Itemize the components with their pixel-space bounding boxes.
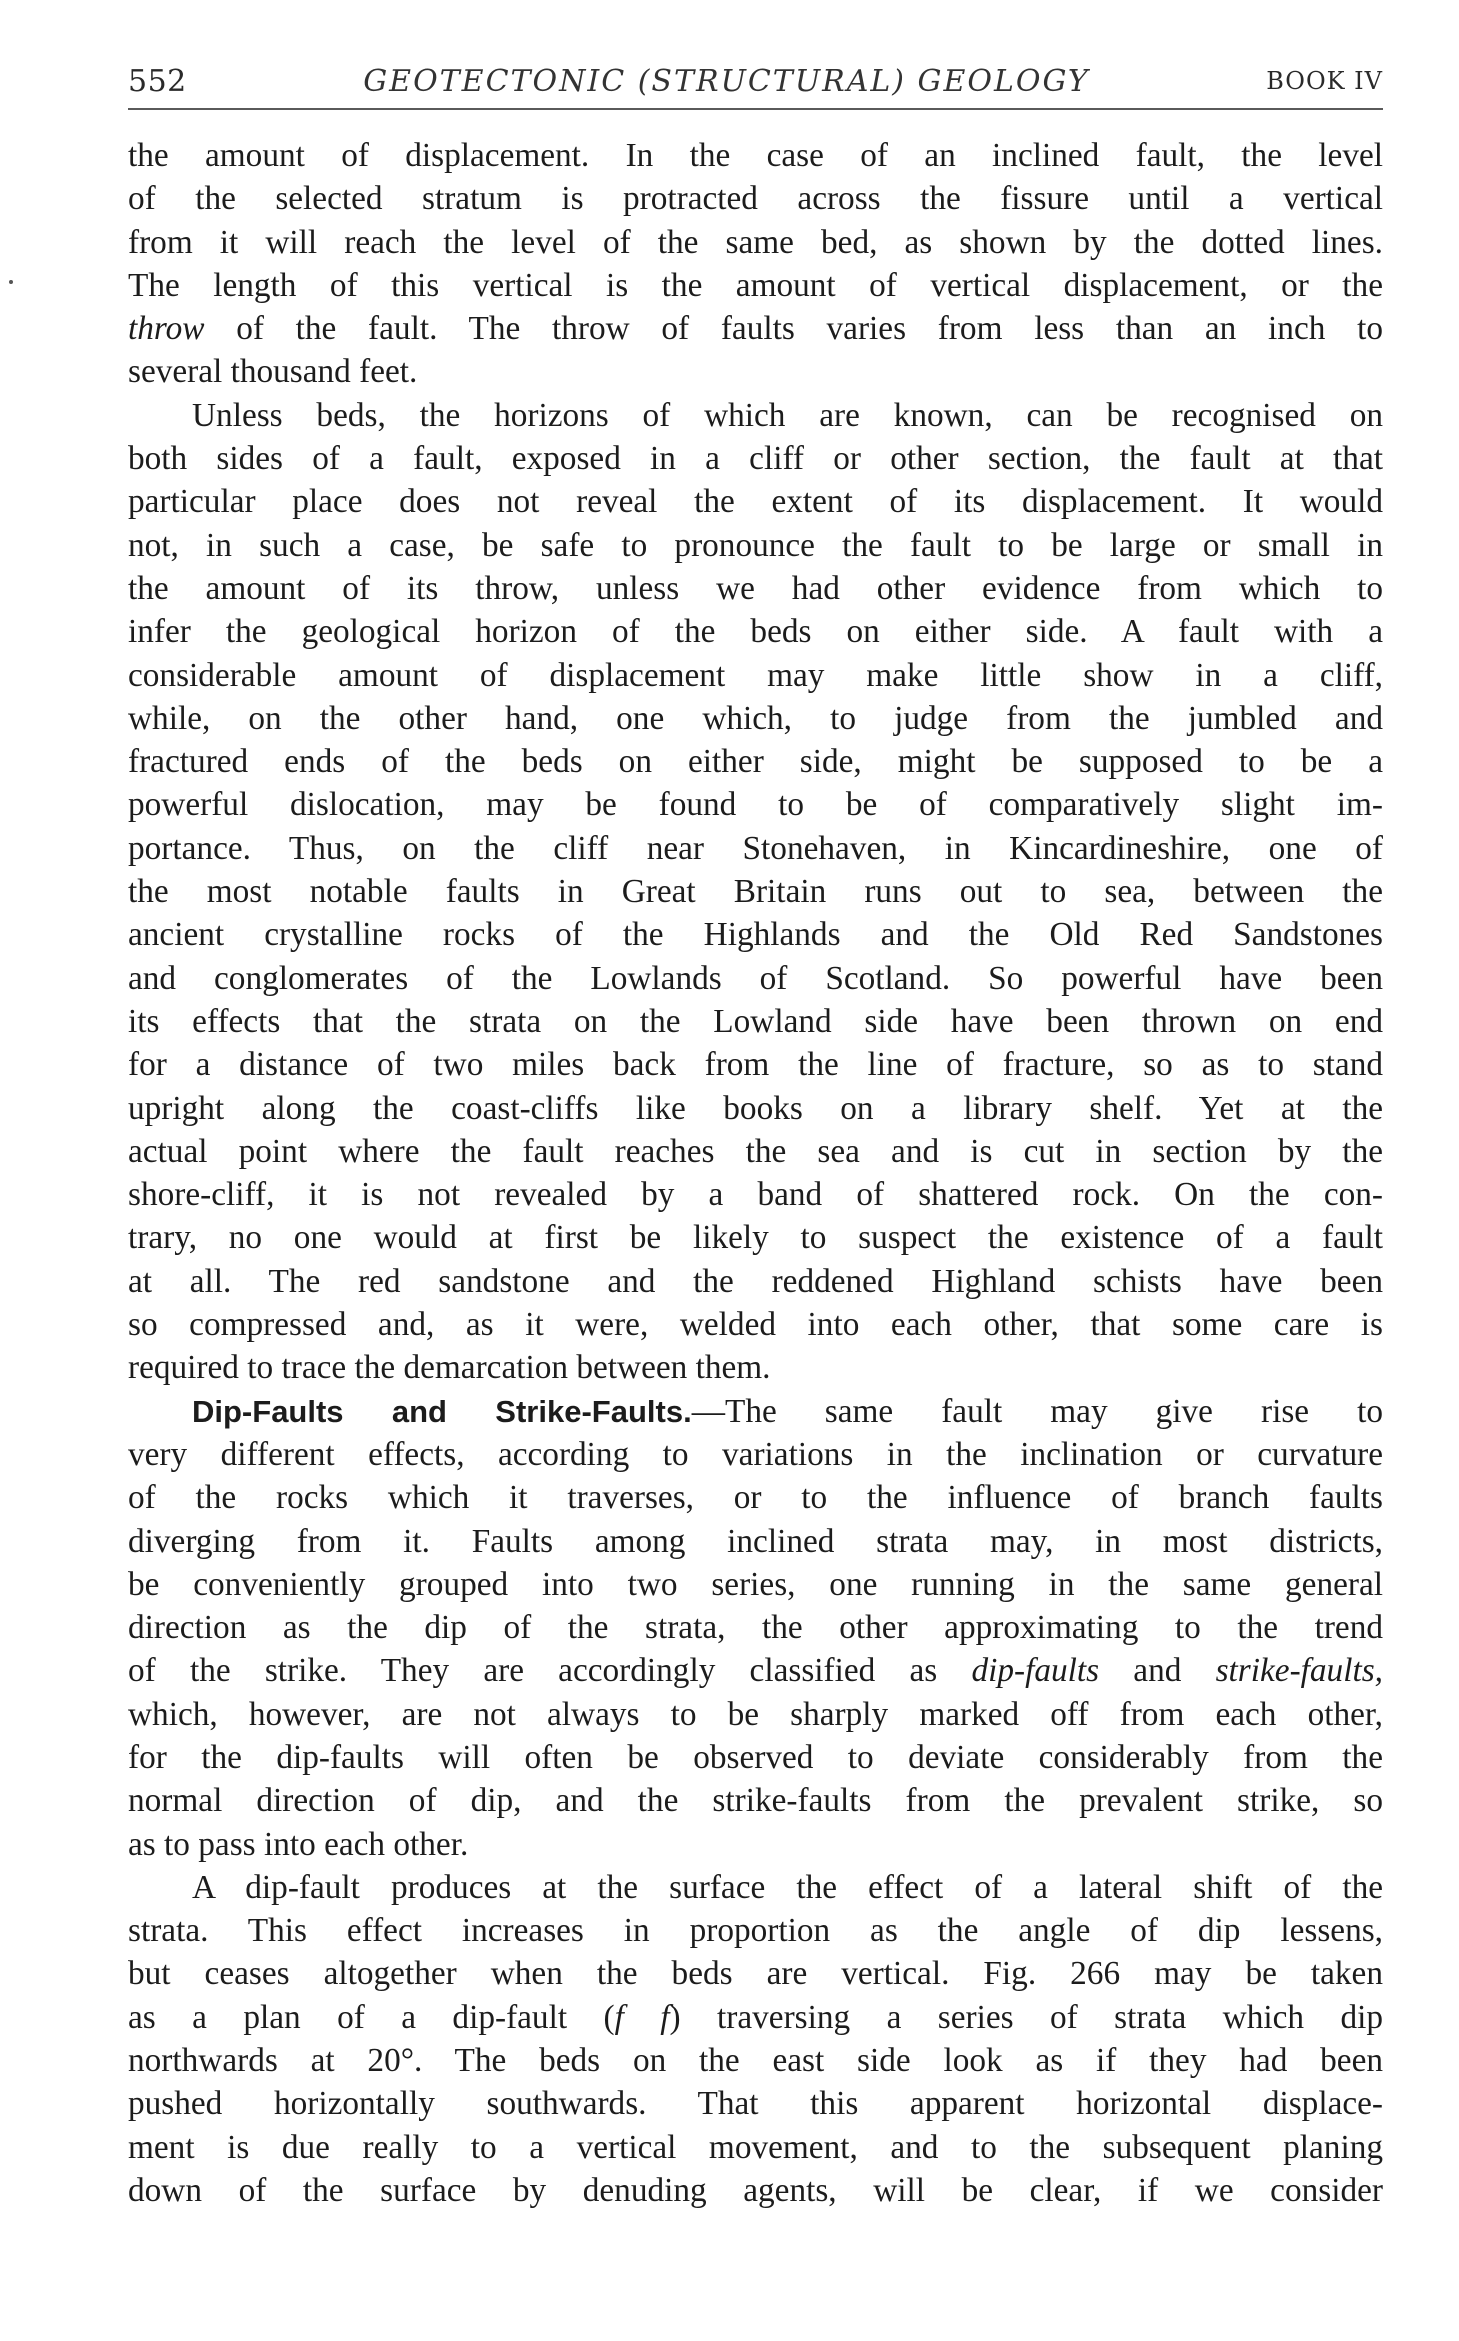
text-line: considerable amount of displacement may make little show in a cliff, <box>128 656 1383 694</box>
text-run: —The same fault may give rise to <box>691 1392 1383 1430</box>
text-line: upright along the coast-cliffs like books on a library shelf. Yet at the <box>128 1089 1383 1127</box>
body-text <box>128 134 1383 2212</box>
text-line: which, however, are not always to be sharply marked off from each other, <box>128 1695 1383 1733</box>
text-line: at all. The red sandstone and the reddened Highland schists have been <box>128 1262 1383 1300</box>
italic-dip-faults: dip-faults <box>971 1652 1100 1690</box>
text-line <box>128 1649 1383 1692</box>
paragraph-4 <box>128 1866 1383 2212</box>
text-line: The length of this vertical is the amount of vertical displacement, or the <box>128 266 1383 304</box>
text-line: as to pass into each other. <box>128 1825 469 1863</box>
italic-strike-faults: strike-faults, <box>1215 1652 1383 1690</box>
text-line: the amount of its throw, unless we had other evidence from which to <box>128 569 1383 607</box>
text-line: so compressed and, as it were, welded into each other, that some care is <box>128 1306 1383 1344</box>
text-line: the amount of displacement. In the case of an inclined fault, the level <box>128 137 1383 174</box>
text-line <box>128 307 1383 350</box>
text-line: several thousand feet. <box>128 353 418 391</box>
page-number: 552 <box>128 63 187 99</box>
section-heading: Dip-Faults and Strike-Faults. <box>192 1393 692 1429</box>
text-run: ) traversing a series of strata which dip <box>669 1998 1383 2036</box>
text-line: actual point where the fault reaches the sea and is cut in section by the <box>128 1132 1383 1170</box>
paragraph-3 <box>128 1390 1383 1866</box>
text-run: of the strike. They are accordingly classified as <box>128 1652 972 1690</box>
text-line: of the selected stratum is protracted across the fissure until a vertical <box>128 180 1383 218</box>
text-line: portance. Thus, on the cliff near Stonehaven, in Kincardineshire, one of <box>128 829 1383 867</box>
text-line: down of the surface by denuding agents, will be clear, if we consider <box>128 2171 1383 2209</box>
text-line: of the rocks which it traverses, or to the influence of branch faults <box>128 1479 1383 1517</box>
paragraph-2 <box>128 394 1383 1390</box>
book-label: BOOK IV <box>1266 67 1383 95</box>
text-line: both sides of a fault, exposed in a cliff or other section, the fault at that <box>128 440 1383 478</box>
text-line: northwards at 20°. The beds on the east side look as if they had been <box>128 2042 1383 2080</box>
text-line: trary, no one would at first be likely to suspect the existence of a fault <box>128 1219 1383 1257</box>
running-title: GEOTECTONIC (STRUCTURAL) GEOLOGY <box>363 63 1090 99</box>
text-line: shore-cliff, it is not revealed by a band of shattered rock. On the con- <box>128 1176 1383 1214</box>
header-rule <box>128 108 1383 110</box>
text-line: for the dip-faults will often be observed to deviate considerably from the <box>128 1738 1383 1776</box>
paragraph-1 <box>128 134 1383 394</box>
text-line: required to trace the demarcation between them. <box>128 1349 771 1387</box>
text-line: very different effects, according to variations in the inclination or curvature <box>128 1435 1383 1473</box>
text-line: but ceases altogether when the beds are vertical. Fig. 266 may be taken <box>128 1955 1383 1993</box>
text-line: infer the geological horizon of the beds on either side. A fault with a <box>128 613 1383 651</box>
text-run: as a plan of a dip-fault ( <box>128 1998 615 2036</box>
text-line: Unless beds, the horizons of which are known, can be recognised on <box>192 396 1383 434</box>
italic-ff: f f <box>614 1998 670 2036</box>
page <box>128 54 1383 2212</box>
text-line: ancient crystalline rocks of the Highlands and the Old Red Sandstones <box>128 916 1383 954</box>
text-line: fractured ends of the beds on either side, might be supposed to be a <box>128 743 1383 781</box>
text-line: while, on the other hand, one which, to judge from the jumbled and <box>128 699 1383 737</box>
text-line: from it will reach the level of the same bed, as shown by the dotted lines. <box>128 223 1383 261</box>
text-line: not, in such a case, be safe to pronounce the fault to be large or small in <box>128 526 1383 564</box>
text-line: diverging from it. Faults among inclined strata may, in most districts, <box>128 1522 1383 1560</box>
text-line: the most notable faults in Great Britain runs out to sea, between the <box>128 873 1383 911</box>
text-line: ment is due really to a vertical movement, and to the subsequent planing <box>128 2128 1383 2166</box>
text-line: strata. This effect increases in proportion as the angle of dip lessens, <box>128 1912 1383 1950</box>
text-line: powerful dislocation, may be found to be of comparatively slight im- <box>128 786 1383 824</box>
text-line: normal direction of dip, and the strike-faults from the prevalent strike, so <box>128 1782 1383 1820</box>
text-line: particular place does not reveal the extent of its displacement. It would <box>128 483 1383 521</box>
italic-throw: throw <box>128 310 205 348</box>
text-line: be conveniently grouped into two series, one running in the same general <box>128 1565 1383 1603</box>
text-line: direction as the dip of the strata, the other approximating to the trend <box>128 1609 1383 1647</box>
text-line: pushed horizontally southwards. That this apparent horizontal displace- <box>128 2085 1383 2123</box>
text-line: for a distance of two miles back from the line of fracture, so as to stand <box>128 1046 1383 1084</box>
scan-speck <box>9 280 13 284</box>
text-line: its effects that the strata on the Lowland side have been thrown on end <box>128 1002 1383 1040</box>
text-line: A dip-fault produces at the surface the effect of a lateral shift of the <box>192 1868 1383 1906</box>
text-run: and <box>1099 1652 1216 1690</box>
text-run: of the fault. The throw of faults varies from less than an inch to <box>204 310 1383 348</box>
text-line <box>128 1390 1383 1433</box>
text-line <box>128 1996 1383 2039</box>
text-line: and conglomerates of the Lowlands of Scotland. So powerful have been <box>128 959 1383 997</box>
running-header <box>128 54 1383 108</box>
